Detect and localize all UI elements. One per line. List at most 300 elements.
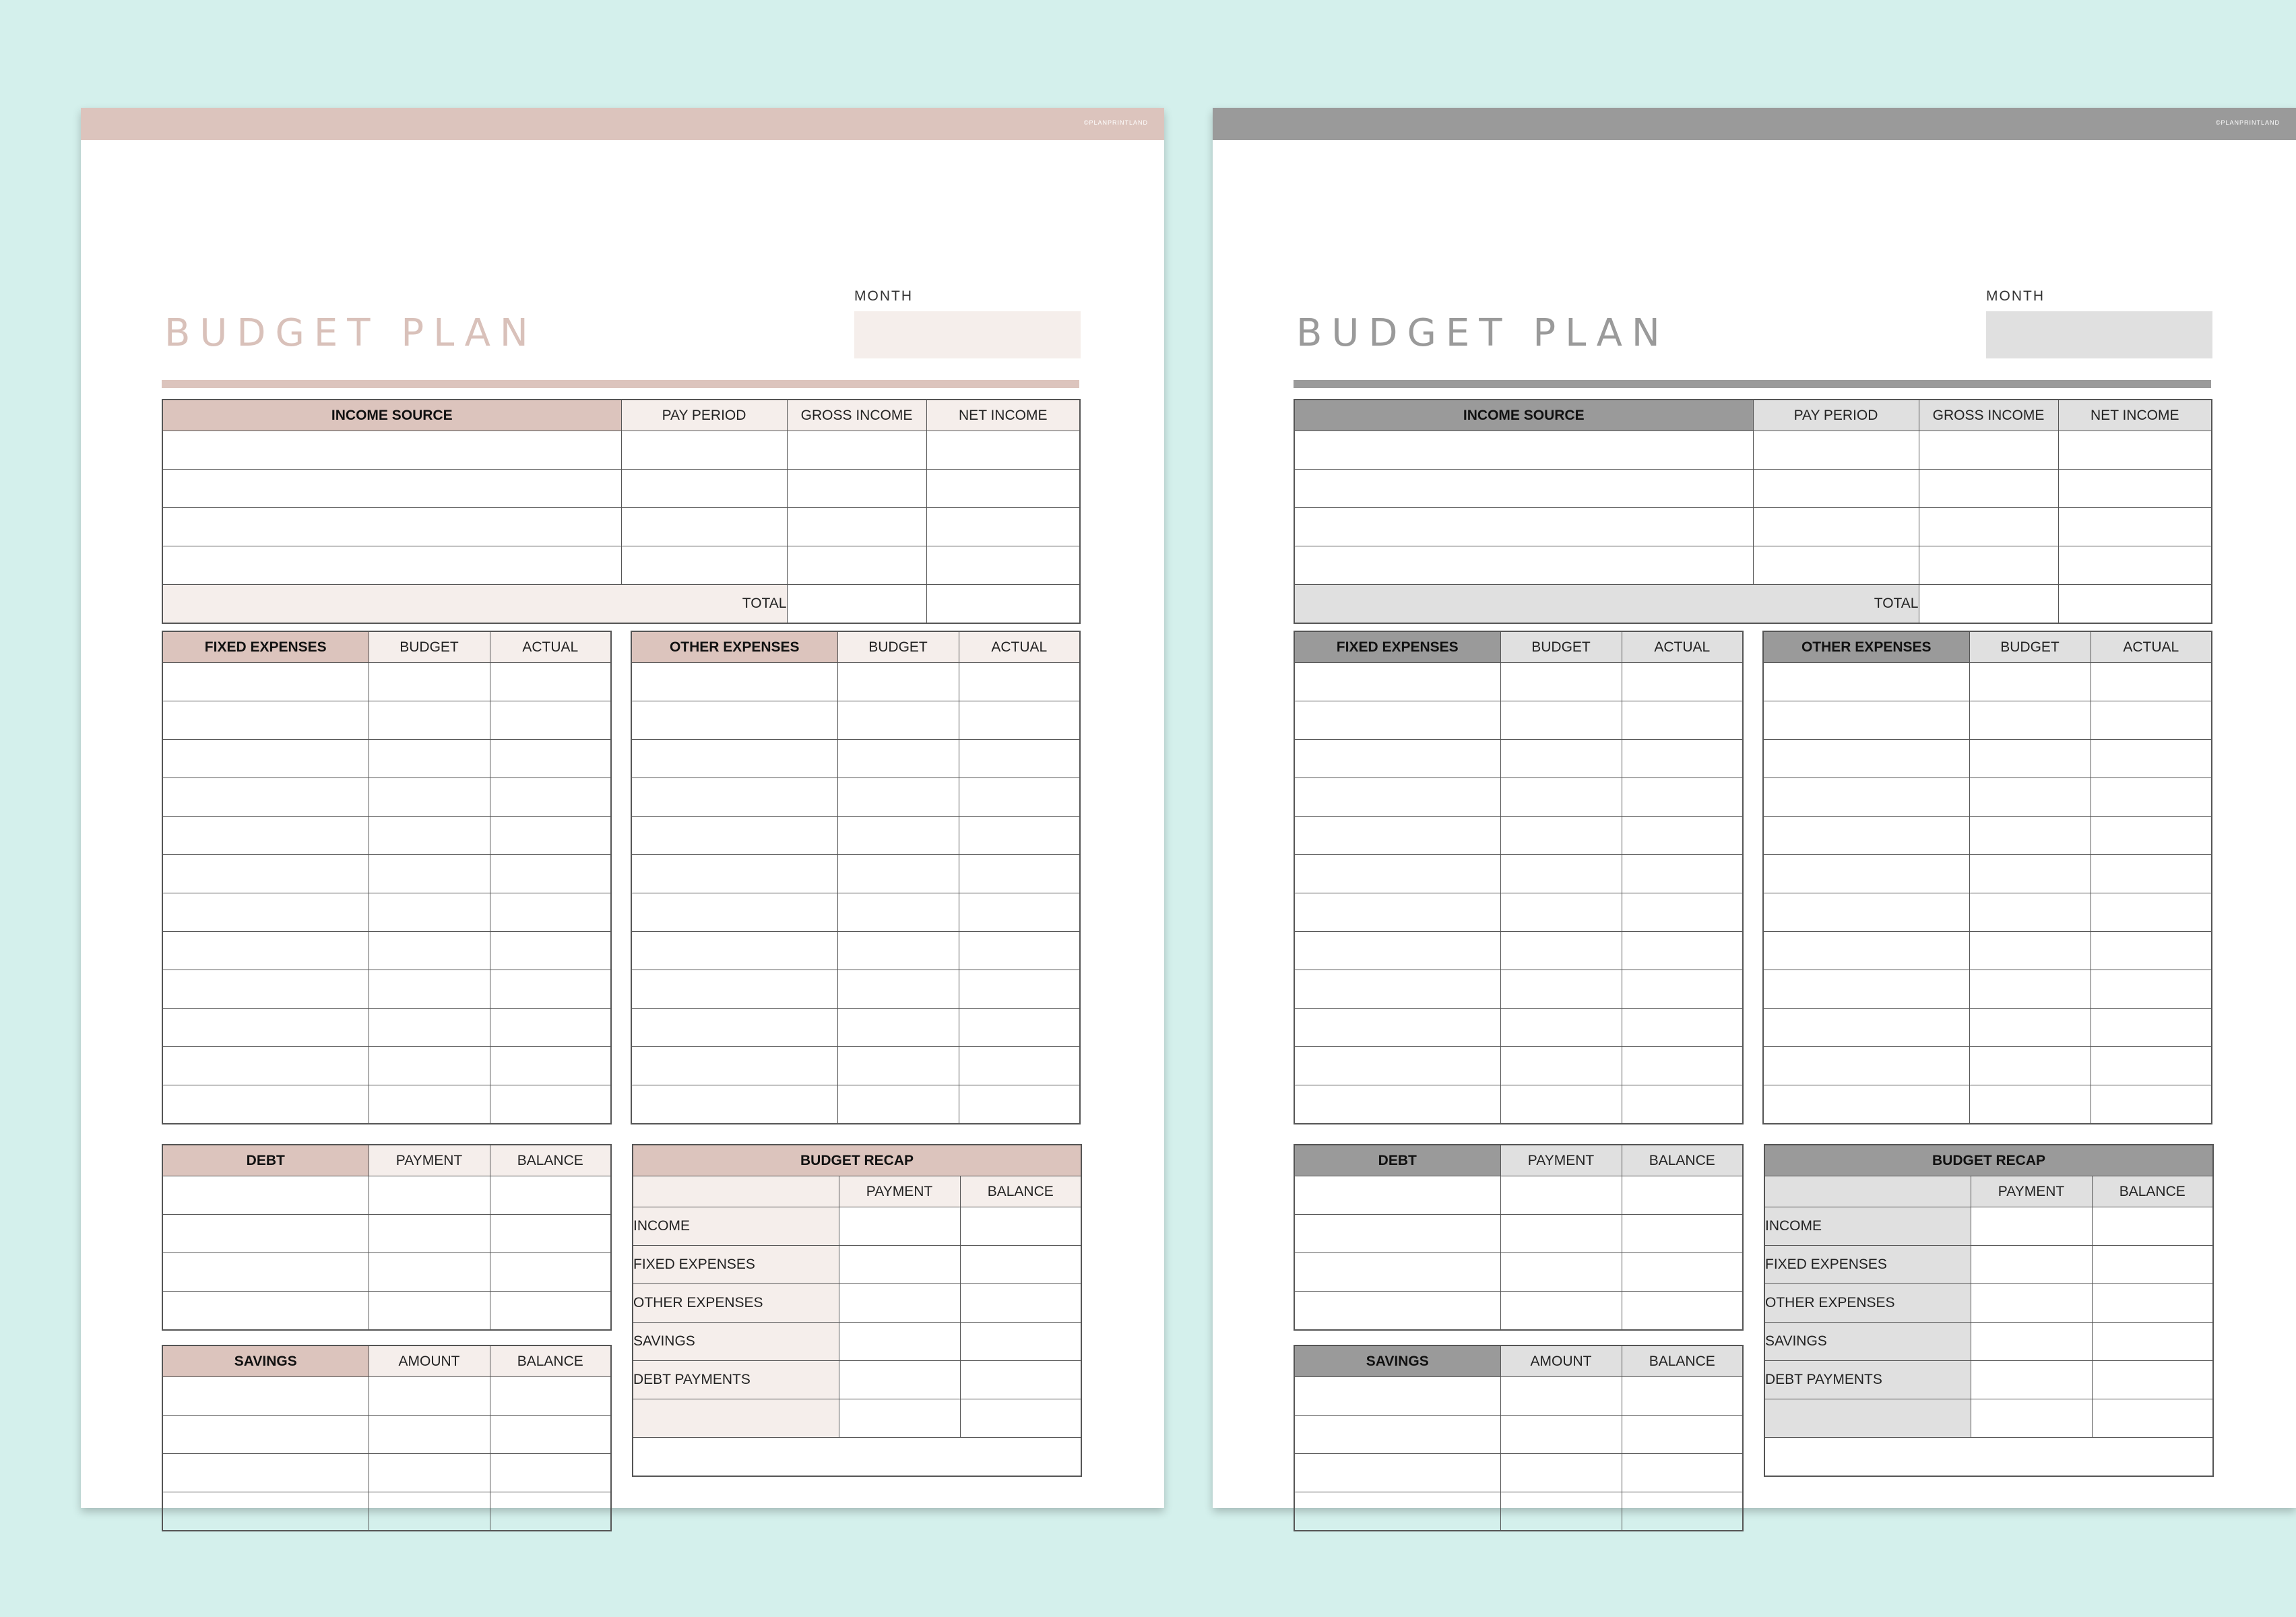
budget-cell[interactable] — [1500, 778, 1622, 817]
gross-income-cell[interactable] — [1919, 508, 2058, 546]
actual-cell[interactable] — [490, 663, 611, 701]
payment-cell[interactable] — [1971, 1284, 2092, 1323]
budget-header: BUDGET — [837, 631, 959, 663]
amount-cell[interactable] — [1500, 1492, 1622, 1531]
net-income-cell[interactable] — [2058, 508, 2212, 546]
budget-cell[interactable] — [1969, 1047, 2091, 1085]
balance-cell[interactable] — [490, 1253, 611, 1292]
table-row — [1763, 701, 2212, 740]
debt-cell[interactable] — [1294, 1176, 1500, 1215]
budget-cell[interactable] — [1969, 1085, 2091, 1124]
amount-cell[interactable] — [1500, 1416, 1622, 1454]
actual-cell[interactable] — [959, 817, 1080, 855]
payment-cell[interactable] — [839, 1399, 960, 1438]
actual-cell[interactable] — [2091, 1085, 2212, 1124]
balance-header: BALANCE — [1622, 1345, 1743, 1377]
budget-cell[interactable] — [837, 1009, 959, 1047]
table-row — [1294, 1253, 1743, 1292]
actual-cell[interactable] — [2091, 663, 2212, 701]
expense-cell[interactable] — [1763, 1085, 1969, 1124]
savings-cell[interactable] — [162, 1377, 369, 1416]
recap-label-other-expenses: OTHER EXPENSES — [633, 1284, 839, 1323]
table-row — [162, 778, 611, 817]
amount-cell[interactable] — [369, 1377, 490, 1416]
recap-label-fixed-expenses: FIXED EXPENSES — [633, 1246, 839, 1284]
debt-table — [1294, 1144, 1744, 1331]
budget-cell[interactable] — [1969, 970, 2091, 1009]
pay-period-cell[interactable] — [1753, 431, 1919, 470]
expense-cell[interactable] — [1294, 778, 1500, 817]
expense-cell[interactable] — [1763, 778, 1969, 817]
month-label: MONTH — [854, 288, 913, 304]
table-row — [1294, 431, 2212, 470]
actual-cell[interactable] — [2091, 701, 2212, 740]
actual-cell[interactable] — [1622, 817, 1743, 855]
payment-cell[interactable] — [1971, 1246, 2092, 1284]
pay-period-cell[interactable] — [621, 508, 787, 546]
actual-cell[interactable] — [2091, 893, 2212, 932]
actual-cell[interactable] — [490, 1085, 611, 1124]
expense-cell[interactable] — [1763, 932, 1969, 970]
recap-blank-header — [633, 1176, 839, 1207]
expense-cell[interactable] — [1763, 701, 1969, 740]
budget-header: BUDGET — [369, 631, 490, 663]
actual-cell[interactable] — [959, 1009, 1080, 1047]
budget-cell[interactable] — [1500, 932, 1622, 970]
actual-cell[interactable] — [490, 740, 611, 778]
budget-cell[interactable] — [1500, 701, 1622, 740]
table-row — [1764, 1323, 2213, 1361]
payment-cell[interactable] — [1500, 1292, 1622, 1331]
budget-cell[interactable] — [837, 970, 959, 1009]
net-income-cell[interactable] — [926, 546, 1080, 585]
table-row — [1764, 1361, 2213, 1399]
savings-cell[interactable] — [162, 1454, 369, 1492]
budget-cell[interactable] — [1500, 970, 1622, 1009]
amount-cell[interactable] — [369, 1416, 490, 1454]
payment-cell[interactable] — [1500, 1215, 1622, 1253]
budget-cell[interactable] — [1500, 1009, 1622, 1047]
budget-cell[interactable] — [1969, 701, 2091, 740]
pay-period-cell[interactable] — [1753, 470, 1919, 508]
debt-cell[interactable] — [1294, 1215, 1500, 1253]
budget-cell[interactable] — [1969, 663, 2091, 701]
gross-income-cell[interactable] — [1919, 470, 2058, 508]
budget-cell[interactable] — [369, 778, 490, 817]
expense-cell[interactable] — [631, 701, 837, 740]
gross-total-cell[interactable] — [787, 585, 926, 624]
budget-cell[interactable] — [369, 1085, 490, 1124]
expense-cell[interactable] — [631, 970, 837, 1009]
budget-cell[interactable] — [837, 740, 959, 778]
budget-cell[interactable] — [1500, 817, 1622, 855]
table-row — [162, 1009, 611, 1047]
gross-income-cell[interactable] — [787, 431, 926, 470]
balance-cell[interactable] — [1622, 1416, 1743, 1454]
actual-header: ACTUAL — [490, 631, 611, 663]
gross-income-cell[interactable] — [787, 470, 926, 508]
balance-cell[interactable] — [490, 1176, 611, 1215]
balance-cell[interactable] — [1622, 1377, 1743, 1416]
budget-cell[interactable] — [369, 701, 490, 740]
expense-cell[interactable] — [162, 932, 369, 970]
balance-cell[interactable] — [960, 1399, 1081, 1438]
table-row — [162, 1377, 611, 1416]
payment-cell[interactable] — [1500, 1253, 1622, 1292]
month-field[interactable] — [1986, 311, 2212, 358]
expense-cell[interactable] — [1294, 932, 1500, 970]
net-total-cell[interactable] — [926, 585, 1080, 624]
payment-cell[interactable] — [369, 1253, 490, 1292]
actual-cell[interactable] — [2091, 1009, 2212, 1047]
expense-cell[interactable] — [162, 778, 369, 817]
budget-cell[interactable] — [837, 663, 959, 701]
expense-cell[interactable] — [162, 893, 369, 932]
balance-cell[interactable] — [1622, 1454, 1743, 1492]
amount-cell[interactable] — [369, 1454, 490, 1492]
payment-cell[interactable] — [1971, 1207, 2092, 1246]
budget-cell[interactable] — [1500, 893, 1622, 932]
income-source-cell[interactable] — [1294, 470, 1753, 508]
expense-cell[interactable] — [1294, 1009, 1500, 1047]
expense-cell[interactable] — [1763, 740, 1969, 778]
table-row — [631, 701, 1080, 740]
actual-cell[interactable] — [1622, 740, 1743, 778]
balance-cell[interactable] — [960, 1323, 1081, 1361]
income-source-cell[interactable] — [162, 546, 621, 585]
budget-cell[interactable] — [369, 663, 490, 701]
gross-income-cell[interactable] — [787, 508, 926, 546]
actual-cell[interactable] — [1622, 855, 1743, 893]
balance-cell[interactable] — [490, 1454, 611, 1492]
expense-cell[interactable] — [162, 1009, 369, 1047]
balance-cell[interactable] — [2092, 1207, 2213, 1246]
balance-cell[interactable] — [960, 1284, 1081, 1323]
balance-cell[interactable] — [1622, 1176, 1743, 1215]
budget-cell[interactable] — [1500, 1047, 1622, 1085]
balance-cell[interactable] — [490, 1215, 611, 1253]
budget-cell[interactable] — [837, 855, 959, 893]
actual-cell[interactable] — [959, 893, 1080, 932]
budget-cell[interactable] — [1969, 817, 2091, 855]
actual-cell[interactable] — [490, 855, 611, 893]
balance-cell[interactable] — [1622, 1492, 1743, 1531]
gross-total-cell[interactable] — [1919, 585, 2058, 624]
balance-cell[interactable] — [960, 1246, 1081, 1284]
actual-cell[interactable] — [2091, 932, 2212, 970]
table-row — [631, 855, 1080, 893]
actual-cell[interactable] — [490, 701, 611, 740]
balance-cell[interactable] — [960, 1361, 1081, 1399]
actual-cell[interactable] — [2091, 1047, 2212, 1085]
expense-cell[interactable] — [162, 855, 369, 893]
expense-cell[interactable] — [1763, 1009, 1969, 1047]
table-row — [631, 778, 1080, 817]
actual-cell[interactable] — [959, 1047, 1080, 1085]
actual-cell[interactable] — [959, 663, 1080, 701]
actual-cell[interactable] — [490, 1047, 611, 1085]
balance-cell[interactable] — [1622, 1253, 1743, 1292]
expense-cell[interactable] — [631, 778, 837, 817]
income-source-cell[interactable] — [1294, 508, 1753, 546]
net-income-cell[interactable] — [926, 470, 1080, 508]
pay-period-cell[interactable] — [621, 546, 787, 585]
actual-cell[interactable] — [490, 778, 611, 817]
recap-notes-area[interactable] — [633, 1438, 1081, 1477]
payment-cell[interactable] — [839, 1284, 960, 1323]
expense-cell[interactable] — [631, 1009, 837, 1047]
budget-cell[interactable] — [369, 817, 490, 855]
total-label: TOTAL — [162, 585, 787, 624]
debt-cell[interactable] — [162, 1292, 369, 1331]
savings-table — [162, 1345, 612, 1531]
net-income-cell[interactable] — [926, 508, 1080, 546]
budget-cell[interactable] — [369, 932, 490, 970]
balance-cell[interactable] — [490, 1416, 611, 1454]
income-source-cell[interactable] — [162, 508, 621, 546]
balance-cell[interactable] — [2092, 1323, 2213, 1361]
expense-cell[interactable] — [631, 740, 837, 778]
payment-cell[interactable] — [839, 1361, 960, 1399]
budget-cell[interactable] — [837, 932, 959, 970]
expense-cell[interactable] — [1294, 970, 1500, 1009]
expense-cell[interactable] — [1763, 970, 1969, 1009]
payment-cell[interactable] — [1971, 1323, 2092, 1361]
actual-cell[interactable] — [2091, 778, 2212, 817]
table-row — [162, 546, 1080, 585]
table-row — [162, 1215, 611, 1253]
payment-cell[interactable] — [839, 1323, 960, 1361]
expense-cell[interactable] — [1763, 663, 1969, 701]
expense-cell[interactable] — [631, 1085, 837, 1124]
budget-cell[interactable] — [1969, 893, 2091, 932]
balance-cell[interactable] — [1622, 1292, 1743, 1331]
budget-cell[interactable] — [369, 740, 490, 778]
balance-cell[interactable] — [2092, 1399, 2213, 1438]
actual-cell[interactable] — [1622, 663, 1743, 701]
budget-cell[interactable] — [1969, 778, 2091, 817]
expense-cell[interactable] — [631, 855, 837, 893]
budget-cell[interactable] — [1500, 740, 1622, 778]
budget-cell[interactable] — [1500, 663, 1622, 701]
expense-cell[interactable] — [631, 817, 837, 855]
budget-cell[interactable] — [837, 893, 959, 932]
amount-cell[interactable] — [369, 1492, 490, 1531]
budget-cell[interactable] — [837, 778, 959, 817]
actual-cell[interactable] — [1622, 778, 1743, 817]
net-income-cell[interactable] — [2058, 470, 2212, 508]
actual-cell[interactable] — [2091, 740, 2212, 778]
actual-cell[interactable] — [959, 740, 1080, 778]
net-income-cell[interactable] — [926, 431, 1080, 470]
table-row — [631, 970, 1080, 1009]
savings-header: SAVINGS — [1294, 1345, 1500, 1377]
table-row — [162, 855, 611, 893]
actual-cell[interactable] — [490, 932, 611, 970]
actual-cell[interactable] — [1622, 1009, 1743, 1047]
expense-cell[interactable] — [1294, 663, 1500, 701]
payment-cell[interactable] — [839, 1246, 960, 1284]
net-income-cell[interactable] — [2058, 431, 2212, 470]
payment-cell[interactable] — [839, 1207, 960, 1246]
expense-cell[interactable] — [1294, 740, 1500, 778]
gross-income-cell[interactable] — [787, 546, 926, 585]
month-field[interactable] — [854, 311, 1081, 358]
budget-cell[interactable] — [837, 701, 959, 740]
payment-cell[interactable] — [369, 1292, 490, 1331]
expense-cell[interactable] — [162, 1085, 369, 1124]
actual-cell[interactable] — [1622, 1085, 1743, 1124]
income-source-cell[interactable] — [162, 470, 621, 508]
actual-cell[interactable] — [959, 701, 1080, 740]
debt-cell[interactable] — [162, 1176, 369, 1215]
expense-cell[interactable] — [631, 1047, 837, 1085]
actual-cell[interactable] — [959, 1085, 1080, 1124]
net-income-header: NET INCOME — [926, 400, 1080, 431]
budget-cell[interactable] — [1969, 1009, 2091, 1047]
actual-cell[interactable] — [490, 1009, 611, 1047]
budget-cell[interactable] — [369, 1009, 490, 1047]
savings-cell[interactable] — [1294, 1416, 1500, 1454]
expense-cell[interactable] — [631, 932, 837, 970]
balance-cell[interactable] — [490, 1492, 611, 1531]
debt-cell[interactable] — [162, 1253, 369, 1292]
balance-cell[interactable] — [2092, 1361, 2213, 1399]
payment-cell[interactable] — [369, 1215, 490, 1253]
recap-label-blank — [1764, 1399, 1971, 1438]
savings-cell[interactable] — [1294, 1492, 1500, 1531]
budget-cell[interactable] — [1969, 740, 2091, 778]
budget-cell[interactable] — [1969, 932, 2091, 970]
actual-cell[interactable] — [959, 932, 1080, 970]
income-source-header: INCOME SOURCE — [162, 400, 621, 431]
expense-cell[interactable] — [1294, 893, 1500, 932]
budget-cell[interactable] — [1969, 855, 2091, 893]
actual-cell[interactable] — [959, 778, 1080, 817]
budget-cell[interactable] — [837, 817, 959, 855]
payment-cell[interactable] — [1971, 1399, 2092, 1438]
budget-cell[interactable] — [837, 1085, 959, 1124]
actual-cell[interactable] — [2091, 970, 2212, 1009]
table-row — [1763, 1009, 2212, 1047]
expense-cell[interactable] — [1294, 1085, 1500, 1124]
table-row — [1294, 740, 1743, 778]
budget-cell[interactable] — [369, 1047, 490, 1085]
actual-cell[interactable] — [1622, 701, 1743, 740]
budget-header: BUDGET — [1500, 631, 1622, 663]
gross-income-cell[interactable] — [1919, 431, 2058, 470]
budget-cell[interactable] — [369, 970, 490, 1009]
income-source-cell[interactable] — [1294, 431, 1753, 470]
payment-cell[interactable] — [1971, 1361, 2092, 1399]
savings-cell[interactable] — [1294, 1454, 1500, 1492]
expense-cell[interactable] — [162, 663, 369, 701]
net-income-cell[interactable] — [2058, 546, 2212, 585]
expense-cell[interactable] — [1763, 893, 1969, 932]
actual-cell[interactable] — [959, 855, 1080, 893]
budget-cell[interactable] — [1500, 855, 1622, 893]
budget-cell[interactable] — [369, 893, 490, 932]
balance-cell[interactable] — [1622, 1215, 1743, 1253]
expense-cell[interactable] — [1294, 855, 1500, 893]
actual-cell[interactable] — [959, 970, 1080, 1009]
pay-period-cell[interactable] — [1753, 508, 1919, 546]
budget-cell[interactable] — [1500, 1085, 1622, 1124]
income-source-header: INCOME SOURCE — [1294, 400, 1753, 431]
net-total-cell[interactable] — [2058, 585, 2212, 624]
actual-cell[interactable] — [1622, 970, 1743, 1009]
income-source-cell[interactable] — [1294, 546, 1753, 585]
savings-header: SAVINGS — [162, 1345, 369, 1377]
table-row — [631, 932, 1080, 970]
savings-cell[interactable] — [162, 1416, 369, 1454]
expense-cell[interactable] — [162, 740, 369, 778]
payment-cell[interactable] — [369, 1176, 490, 1215]
debt-cell[interactable] — [1294, 1253, 1500, 1292]
income-source-cell[interactable] — [162, 431, 621, 470]
gross-income-cell[interactable] — [1919, 546, 2058, 585]
actual-cell[interactable] — [1622, 893, 1743, 932]
balance-cell[interactable] — [490, 1377, 611, 1416]
expense-cell[interactable] — [631, 893, 837, 932]
budget-cell[interactable] — [369, 855, 490, 893]
expense-cell[interactable] — [162, 701, 369, 740]
table-row — [1294, 1416, 1743, 1454]
expense-cell[interactable] — [162, 970, 369, 1009]
budget-cell[interactable] — [837, 1047, 959, 1085]
table-row — [1763, 663, 2212, 701]
actual-cell[interactable] — [490, 970, 611, 1009]
payment-cell[interactable] — [1500, 1176, 1622, 1215]
recap-notes-area[interactable] — [1764, 1438, 2213, 1477]
expense-cell[interactable] — [1294, 817, 1500, 855]
expense-cell[interactable] — [1763, 817, 1969, 855]
expense-cell[interactable] — [162, 817, 369, 855]
table-row — [1763, 817, 2212, 855]
amount-cell[interactable] — [1500, 1454, 1622, 1492]
debt-cell[interactable] — [162, 1215, 369, 1253]
table-row — [162, 431, 1080, 470]
actual-cell[interactable] — [1622, 932, 1743, 970]
actual-cell[interactable] — [490, 893, 611, 932]
actual-cell[interactable] — [1622, 1047, 1743, 1085]
debt-cell[interactable] — [1294, 1292, 1500, 1331]
budget-header: BUDGET — [1969, 631, 2091, 663]
table-row — [162, 1416, 611, 1454]
expense-cell[interactable] — [1294, 1047, 1500, 1085]
balance-cell[interactable] — [2092, 1284, 2213, 1323]
fixed-expenses-table — [162, 631, 612, 1124]
balance-cell[interactable] — [490, 1292, 611, 1331]
actual-cell[interactable] — [2091, 855, 2212, 893]
actual-cell[interactable] — [490, 817, 611, 855]
expense-cell[interactable] — [1763, 1047, 1969, 1085]
balance-cell[interactable] — [2092, 1246, 2213, 1284]
expense-cell[interactable] — [1763, 855, 1969, 893]
expense-cell[interactable] — [1294, 701, 1500, 740]
actual-cell[interactable] — [2091, 817, 2212, 855]
savings-cell[interactable] — [162, 1492, 369, 1531]
pay-period-cell[interactable] — [621, 431, 787, 470]
expense-cell[interactable] — [162, 1047, 369, 1085]
amount-cell[interactable] — [1500, 1377, 1622, 1416]
balance-cell[interactable] — [960, 1207, 1081, 1246]
pay-period-cell[interactable] — [1753, 546, 1919, 585]
table-row — [162, 470, 1080, 508]
pay-period-cell[interactable] — [621, 470, 787, 508]
savings-cell[interactable] — [1294, 1377, 1500, 1416]
expense-cell[interactable] — [631, 663, 837, 701]
